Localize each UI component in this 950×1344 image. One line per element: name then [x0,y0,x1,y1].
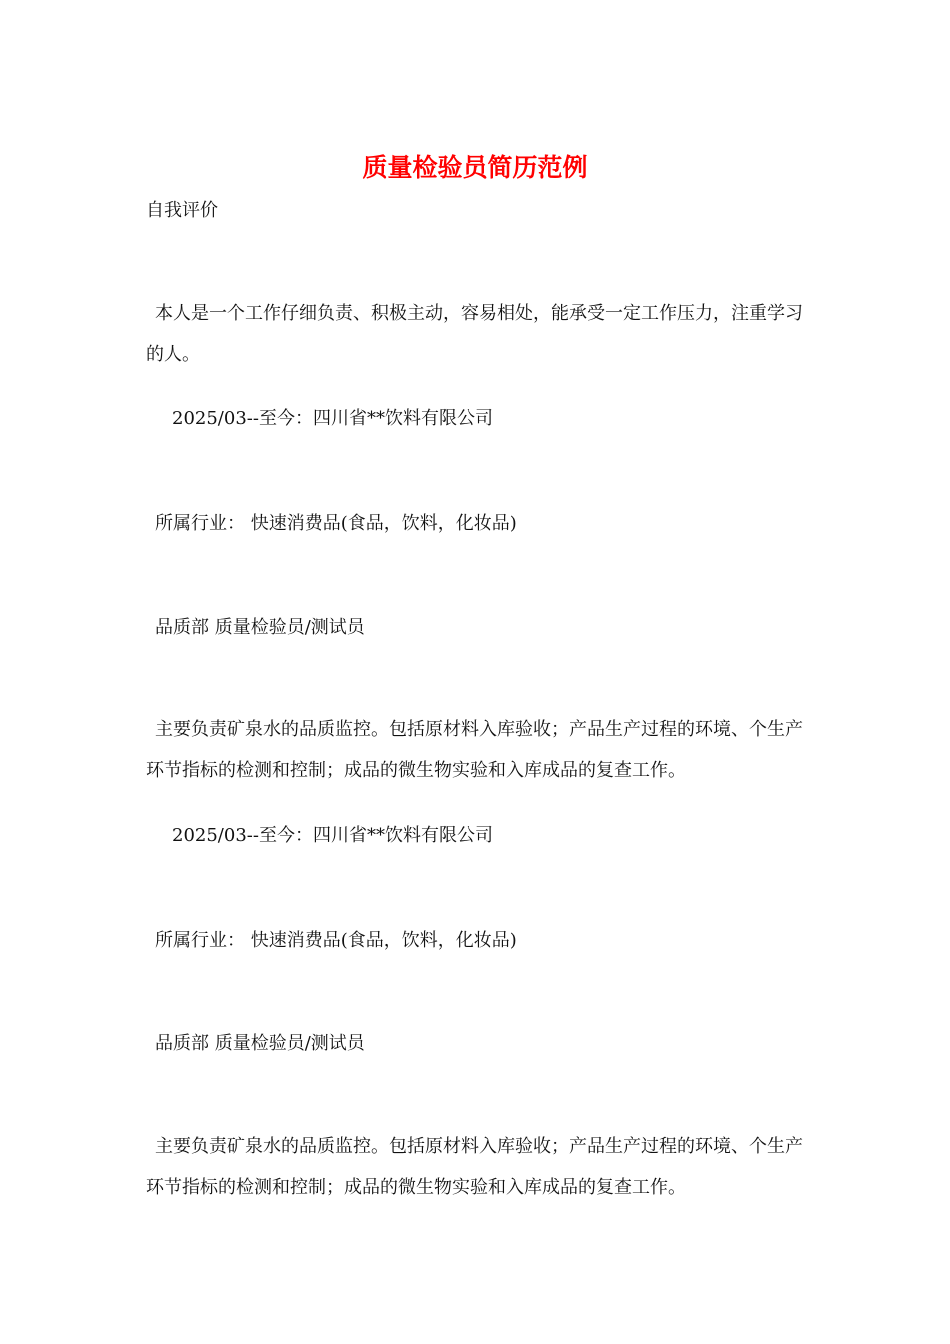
job-description: 主要负责矿泉水的品质监控。包括原材料入库验收；产品生产过程的环境、个生产环节指标的检测和控制；成品的微生物实验和入库成品的复查工作。 [146,719,803,781]
job-industry: 所属行业： 快速消费品(食品，饮料，化妆品) [155,513,517,534]
job-period: 2025/03--至今：四川省**饮料有限公司 [172,408,493,429]
job-department: 品质部 质量检验员/测试员 [155,1033,365,1054]
self-evaluation-paragraph: 本人是一个工作仔细负责、积极主动，容易相处，能承受一定工作压力，注重学习的人。 [146,303,803,365]
job-industry: 所属行业： 快速消费品(食品，饮料，化妆品) [155,930,517,951]
job-period: 2025/03--至今：四川省**饮料有限公司 [172,825,493,846]
document-title: 质量检验员简历范例 [362,153,588,182]
job-department: 品质部 质量检验员/测试员 [155,617,365,638]
section-heading: 自我评价 [146,200,218,221]
job-description: 主要负责矿泉水的品质监控。包括原材料入库验收；产品生产过程的环境、个生产环节指标的检测和控制；成品的微生物实验和入库成品的复查工作。 [146,1136,803,1198]
